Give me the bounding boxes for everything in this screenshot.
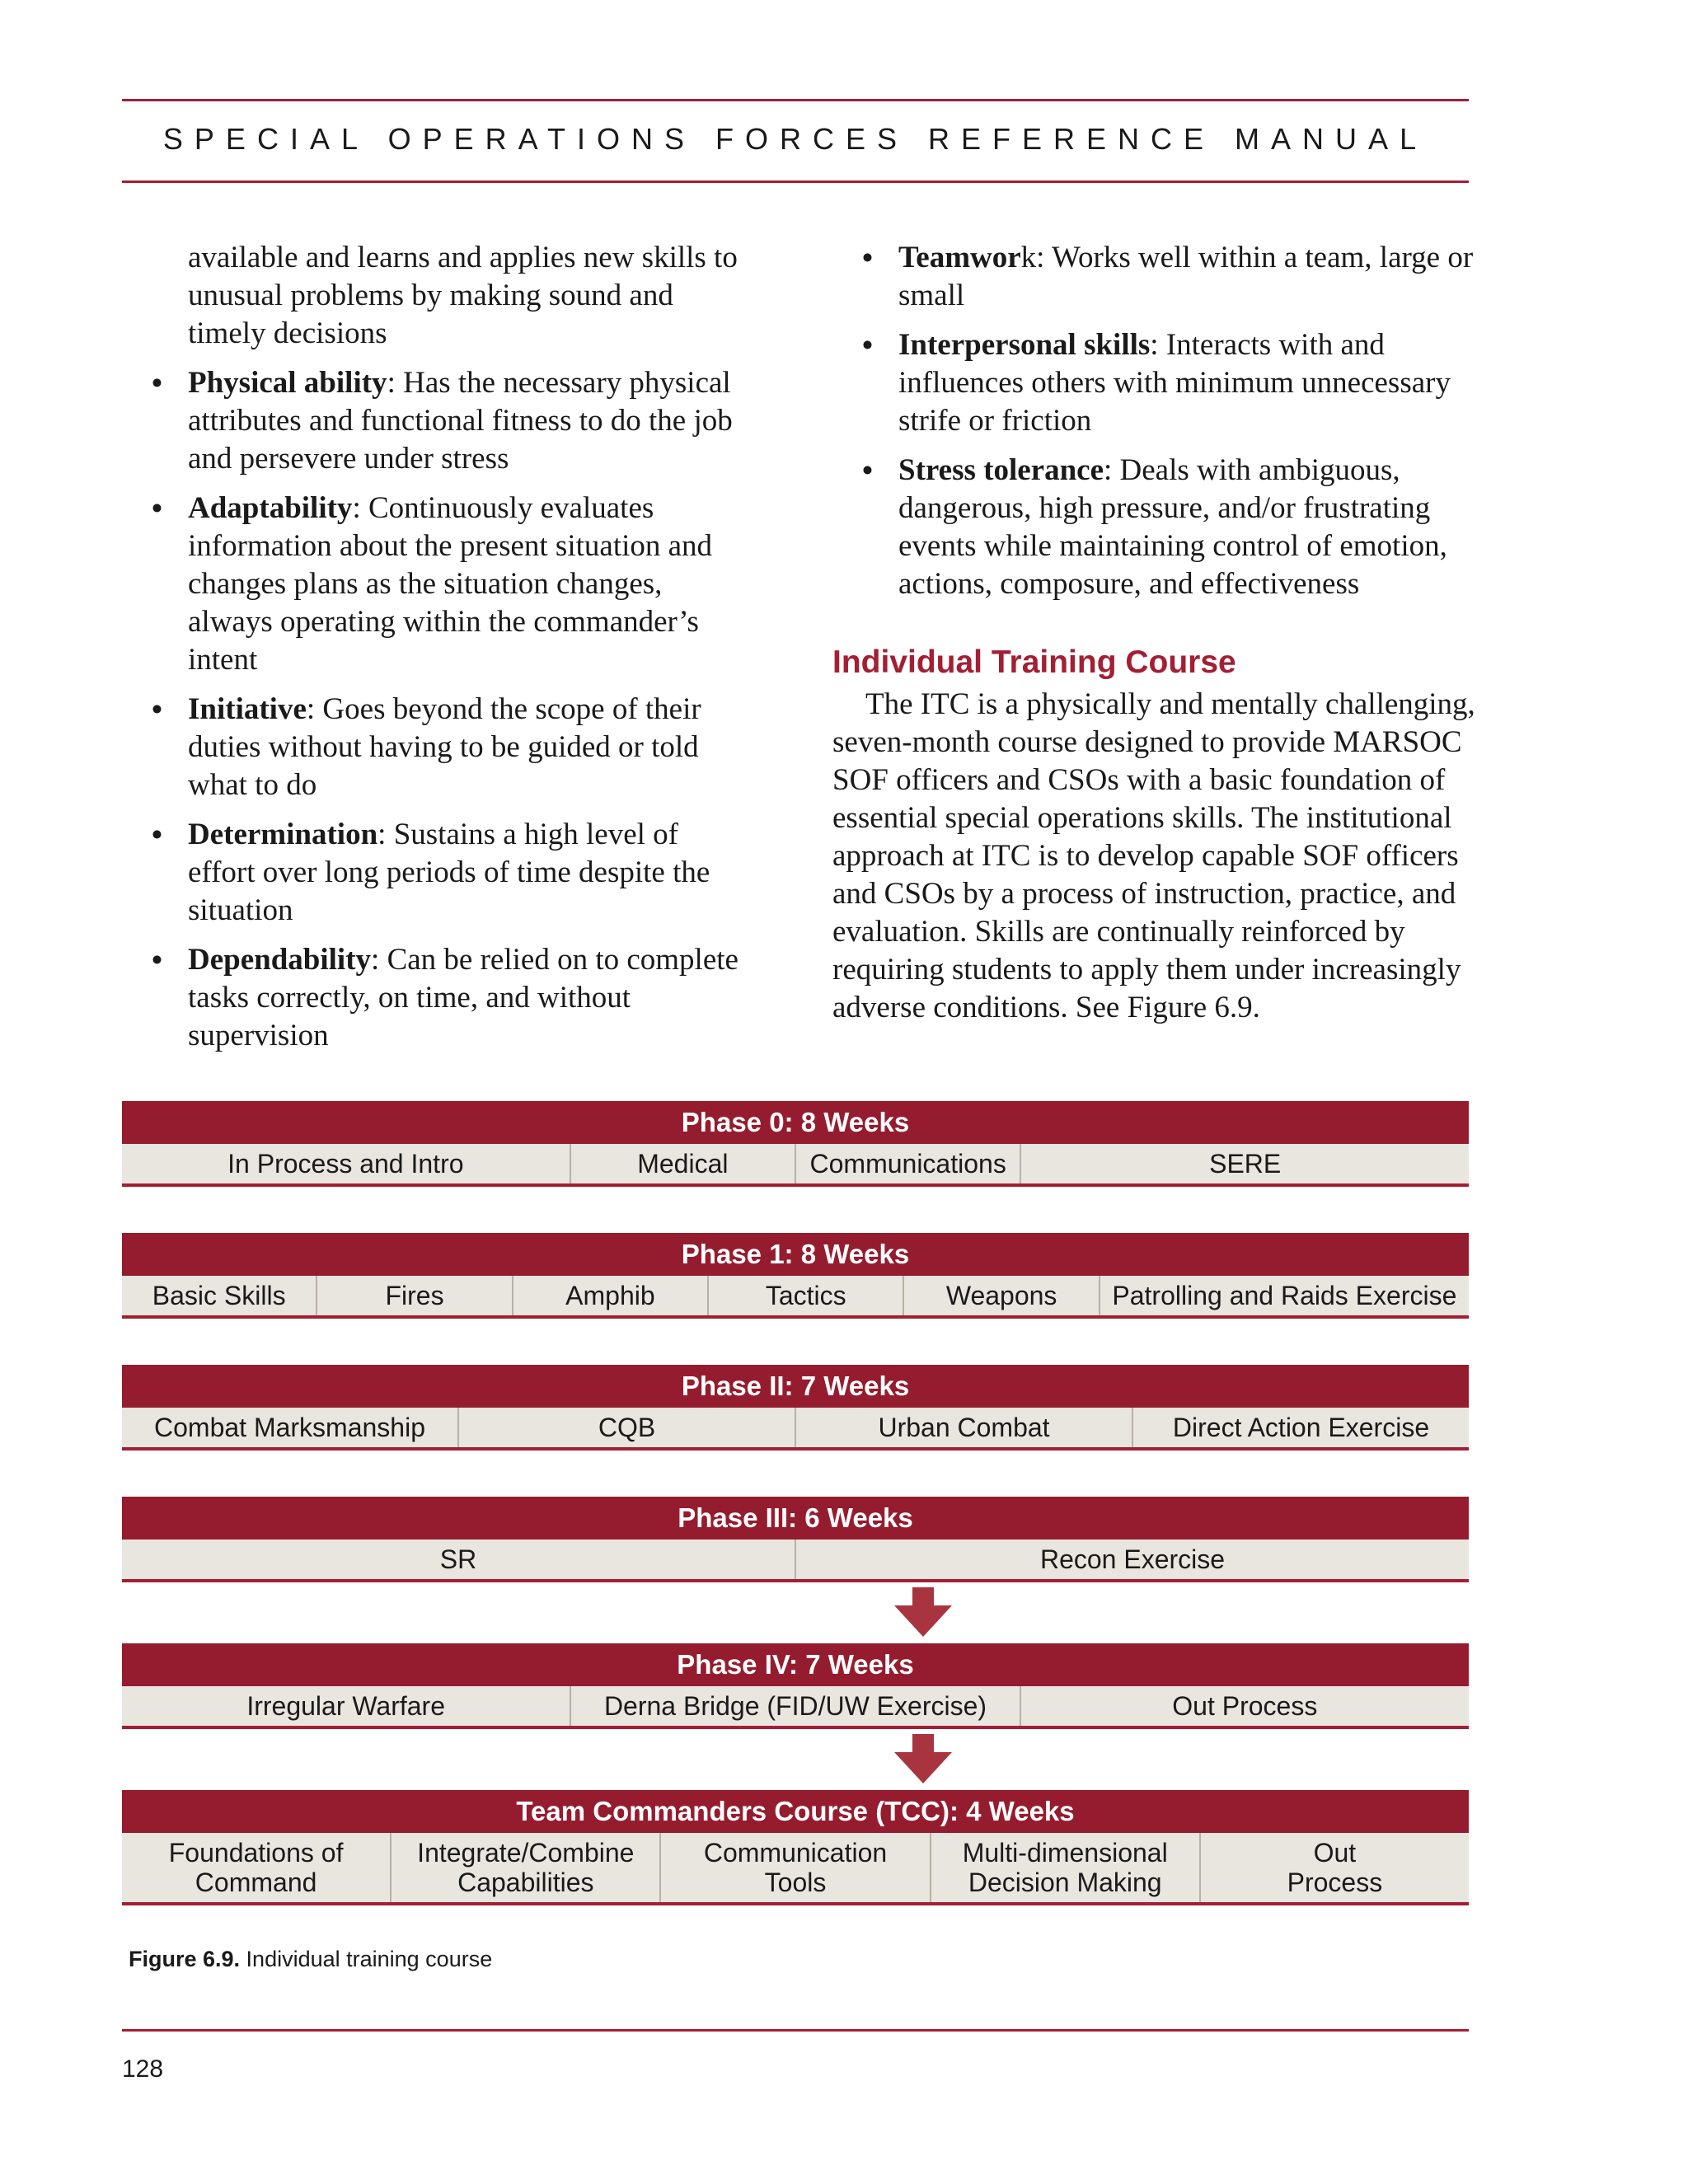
caption-label: Figure 6.9. [129,1947,241,1971]
trait-term: Physical ability [188,366,387,400]
list-item [832,452,1475,603]
down-arrow-icon [894,1587,952,1637]
trait-term: Determination [188,818,378,851]
phase-cell [931,1833,1201,1902]
phase-cell: Direct Action Exercise [1172,1413,1430,1442]
phase-cell: Tactics [709,1276,904,1315]
trait-description: : Interacts with and influences others with minimum unnecessary strife or friction [898,328,1451,438]
phase-cell: Out Process [1172,1691,1318,1721]
trait-description: k: Works well within a team, large or small [898,241,1474,312]
list-item [122,816,748,930]
phase-block [122,1101,1469,1187]
phase-cell: Recon Exercise [1039,1544,1226,1574]
page-number: 128 [122,2055,164,2083]
list-item [122,941,748,1055]
figure-caption [129,1947,492,1972]
cell-line: Capabilities [457,1868,594,1897]
cell-line: Communication [703,1838,888,1868]
down-arrow-icon [894,1734,952,1783]
trait-description: : Continuously evaluates information about the present situation and changes plans as the situation changes, always operating within the commander’s intent [188,491,713,677]
phase-cell: SERE [1209,1149,1282,1179]
body-paragraph: The ITC is a physically and mentally challenging, seven-month course designed to provide MARSOC SOF officers and CSOs with a basic foundation of essential special operations skills. The institutional approach at ITC is to develop capable SOF officers and CSOs by a process of instruction, practice, and evaluation. Skills are continually reinforced by requiring students to apply them under increasingly adverse conditions. See Figure 6.9. [832,687,1475,1024]
phase-title: Phase III: 6 Weeks [122,1497,1469,1540]
trait-description: : Deals with ambiguous, dangerous, high pressure, and/or frustrating events while maintaining control of emotion, actions, composure, and effectiveness [898,453,1447,601]
phase-title: Team Commanders Course (TCC): 4 Weeks [122,1790,1469,1833]
phase-title: Phase 1: 8 Weeks [122,1233,1469,1276]
phase-cell: Derna Bridge (FID/UW Exercise) [571,1686,1020,1726]
phase-block [122,1233,1469,1319]
phase-cell: Fires [317,1276,513,1315]
flow-arrow [122,1729,1469,1790]
phase-cell: In Process and Intro [122,1144,571,1183]
caption-text: Individual training course [240,1947,493,1971]
phase-row [122,1686,1469,1729]
phase-cell: Weapons [904,1276,1100,1315]
phase-title: Phase 0: 8 Weeks [122,1101,1469,1144]
phase-row [122,1408,1469,1451]
phase-cell [122,1833,392,1902]
trait-term: Interpersonal skills [898,328,1151,362]
trait-term: Dependability [188,943,372,977]
phase-cell [1201,1833,1469,1902]
phase-cell [661,1833,931,1902]
trait-description: : Has the necessary physical attributes and functional fitness to do the job and persevere under stress [188,366,733,476]
trait-description: : Can be relied on to complete tasks correctly, on time, and without supervision [188,943,738,1052]
phase-cell: Medical [571,1144,796,1183]
trait-description: : Goes beyond the scope of their duties without having to be guided or told what to do [188,692,701,802]
cell-line: Foundations of [168,1838,344,1868]
cell-line: Multi-dimensional [962,1838,1168,1868]
footer-rule [122,2029,1469,2032]
phase-cell: Irregular Warfare [122,1686,571,1726]
continued-text: available and learns and applies new skills to unusual problems by making sound and timely decisions [188,241,738,350]
list-item [832,239,1475,315]
trait-term: Teamwor [898,241,1021,274]
phase-row [122,1144,1469,1187]
phase-cell: Amphib [513,1276,709,1315]
trait-term: Initiative [188,692,307,726]
trait-list-right [832,239,1475,603]
cell-line: Tools [764,1868,827,1897]
left-column [122,239,748,1066]
phase-block [122,1365,1469,1451]
phase-block [122,1643,1469,1729]
phase-row [122,1540,1469,1582]
cell-line: Decision Making [968,1868,1162,1897]
trait-term: Stress tolerance [898,453,1104,487]
cell-line: Integrate/Combine [417,1838,635,1868]
trait-list-left [122,364,748,1055]
trait-term: Adaptability [188,491,353,525]
phase-title: Phase II: 7 Weeks [122,1365,1469,1408]
cell-line: Command [195,1868,317,1897]
training-course-figure [122,1101,1469,1905]
right-column [832,239,1475,1027]
phase-row [122,1833,1469,1905]
section-heading: Individual Training Course [832,644,1236,680]
list-item [832,326,1475,440]
cell-line: Process [1287,1868,1383,1897]
list-item [122,691,748,804]
cell-line: Out [1313,1838,1357,1868]
phase-cell: Communications [796,1144,1021,1183]
phase-cell: Combat Marksmanship [122,1408,459,1447]
phase-cell [392,1833,661,1902]
phase-title: Phase IV: 7 Weeks [122,1643,1469,1686]
phase-block [122,1497,1469,1582]
flow-arrow [122,1582,1469,1643]
phase-cell: CQB [459,1408,796,1447]
phase-cell: Basic Skills [122,1276,317,1315]
phase-cell: Urban Combat [796,1408,1133,1447]
phase-cell: SR [122,1540,796,1579]
list-item [122,490,748,679]
header-top-rule [122,99,1469,101]
running-head: SPECIAL OPERATIONS FORCES REFERENCE MANUAL [162,122,1428,156]
header-bottom-rule [122,180,1469,183]
trait-description: : Sustains a high level of effort over long periods of time despite the situation [188,818,710,927]
phase-cell: Patrolling and Raids Exercise [1112,1281,1457,1310]
list-item [122,364,748,478]
phase-row [122,1276,1469,1319]
phase-block [122,1790,1469,1905]
